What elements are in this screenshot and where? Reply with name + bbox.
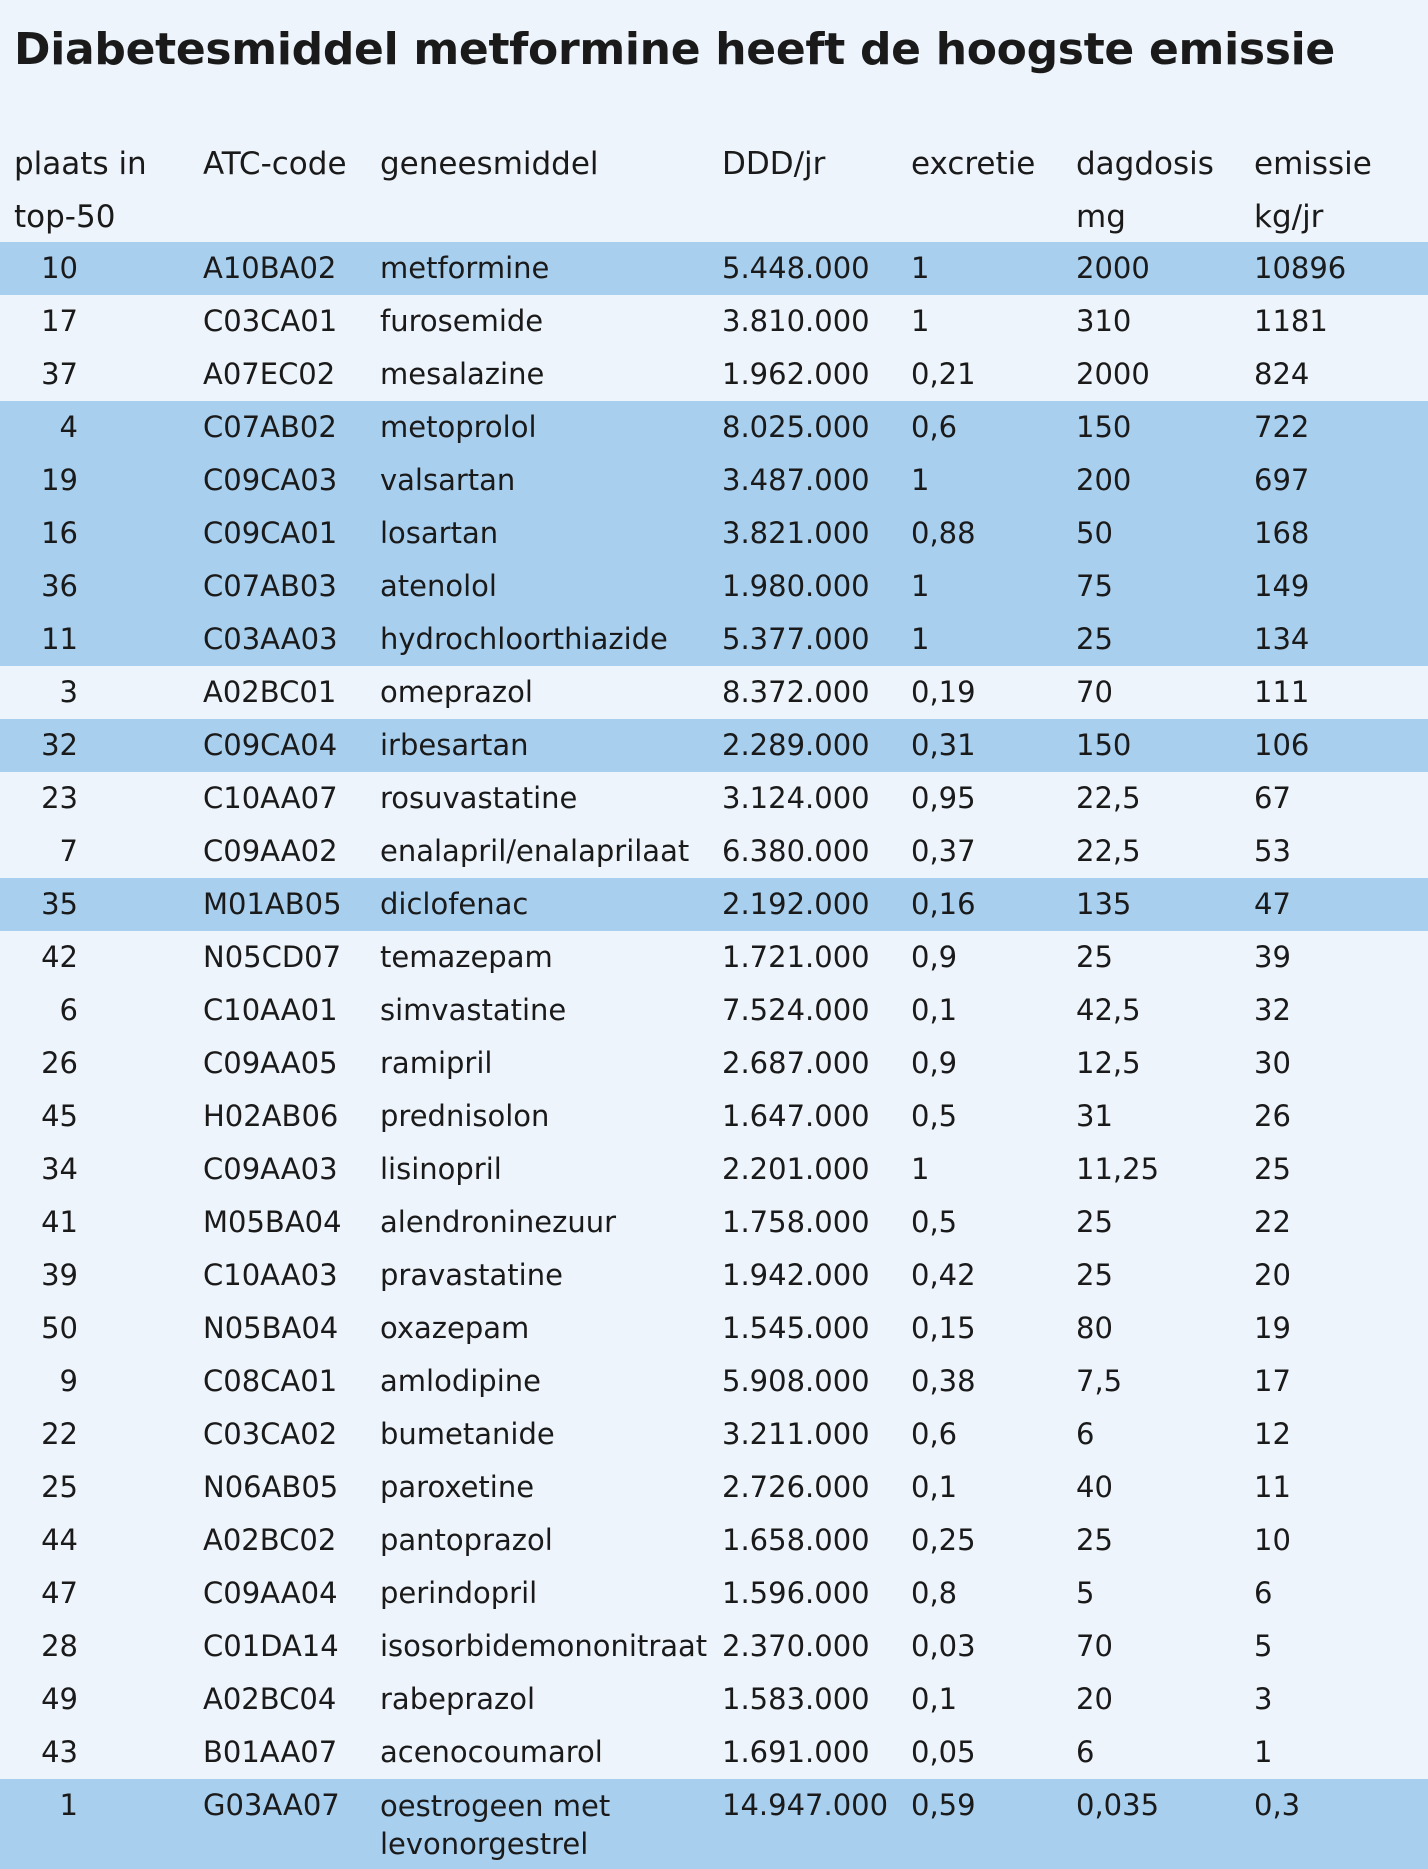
header-dose: dagdosis mg: [1076, 146, 1214, 235]
cell-excretion: 0,59: [911, 1788, 976, 1822]
cell-drug: diclofenac: [380, 887, 529, 921]
cell-drug: paroxetine: [380, 1470, 535, 1504]
cell-excretion: 0,15: [911, 1311, 976, 1345]
cell-dose: 20: [1076, 1682, 1113, 1716]
cell-drug: simvastatine: [380, 993, 567, 1027]
cell-rank: 50: [41, 1311, 78, 1345]
table-row: [0, 560, 1428, 613]
cell-rank: 36: [41, 569, 78, 603]
table-row: [0, 825, 1428, 878]
table-row: [0, 1090, 1428, 1143]
cell-rank: 11: [41, 622, 78, 656]
cell-atc: N05CD07: [203, 940, 342, 974]
table-row: [0, 348, 1428, 401]
header-excretion: excretie: [911, 146, 1036, 182]
table-row: [0, 507, 1428, 560]
cell-drug: atenolol: [380, 569, 497, 603]
cell-atc: C09CA03: [203, 463, 338, 497]
cell-atc: C09AA05: [203, 1046, 338, 1080]
cell-dose: 25: [1076, 1205, 1113, 1239]
cell-rank: 6: [59, 993, 78, 1027]
cell-dose: 22,5: [1076, 834, 1141, 868]
table-row: [0, 1620, 1428, 1673]
cell-drug: rosuvastatine: [380, 781, 578, 815]
cell-drug: pantoprazol: [380, 1523, 553, 1557]
cell-excretion: 0,6: [911, 1417, 958, 1451]
cell-dose: 25: [1076, 1523, 1113, 1557]
cell-excretion: 0,6: [911, 410, 958, 444]
cell-rank: 39: [41, 1258, 78, 1292]
cell-drug: enalapril/enalaprilaat: [380, 834, 690, 868]
cell-atc: C10AA07: [203, 781, 338, 815]
cell-atc: C03CA02: [203, 1417, 338, 1451]
table-row: [0, 984, 1428, 1037]
cell-ddd: 1.758.000: [722, 1205, 870, 1239]
table-row: [0, 1726, 1428, 1779]
cell-atc: C08CA01: [203, 1364, 338, 1398]
cell-dose: 6: [1076, 1417, 1095, 1451]
cell-dose: 2000: [1076, 357, 1150, 391]
table-row: [0, 1514, 1428, 1567]
cell-excretion: 0,1: [911, 1470, 958, 1504]
cell-atc: C10AA03: [203, 1258, 338, 1292]
cell-atc: A02BC04: [203, 1682, 337, 1716]
cell-dose: 25: [1076, 622, 1113, 656]
cell-rank: 37: [41, 357, 78, 391]
cell-atc: C03CA01: [203, 304, 338, 338]
cell-atc: C10AA01: [203, 993, 338, 1027]
cell-excretion: 0,1: [911, 993, 958, 1027]
cell-dose: 150: [1076, 728, 1132, 762]
cell-excretion: 0,88: [911, 516, 976, 550]
cell-atc: C09CA04: [203, 728, 338, 762]
cell-drug: ramipril: [380, 1046, 493, 1080]
cell-rank: 41: [41, 1205, 78, 1239]
cell-atc: A02BC02: [203, 1523, 337, 1557]
cell-emission: 25: [1254, 1152, 1291, 1186]
cell-atc: C09AA03: [203, 1152, 338, 1186]
cell-excretion: 0,25: [911, 1523, 976, 1557]
cell-ddd: 6.380.000: [722, 834, 870, 868]
cell-emission: 32: [1254, 993, 1291, 1027]
cell-excretion: 0,1: [911, 1682, 958, 1716]
table-row: [0, 772, 1428, 825]
cell-rank: 44: [41, 1523, 78, 1557]
cell-drug: valsartan: [380, 463, 516, 497]
table-row: [0, 1408, 1428, 1461]
cell-atc: B01AA07: [203, 1735, 338, 1769]
cell-ddd: 1.647.000: [722, 1099, 870, 1133]
table-row: [0, 666, 1428, 719]
cell-drug: acenocoumarol: [380, 1735, 603, 1769]
cell-atc: G03AA07: [203, 1788, 340, 1822]
table-row: [0, 454, 1428, 507]
cell-emission: 168: [1254, 516, 1310, 550]
cell-excretion: 0,9: [911, 940, 958, 974]
cell-rank: 28: [41, 1629, 78, 1663]
cell-drug: lisinopril: [380, 1152, 502, 1186]
cell-drug: pravastatine: [380, 1258, 563, 1292]
cell-dose: 70: [1076, 675, 1113, 709]
header-rank: plaats in top-50: [14, 146, 147, 235]
cell-drug: mesalazine: [380, 357, 545, 391]
cell-emission: 39: [1254, 940, 1291, 974]
cell-ddd: 3.124.000: [722, 781, 870, 815]
cell-excretion: 1: [911, 1152, 930, 1186]
cell-drug: irbesartan: [380, 728, 529, 762]
cell-emission: 5: [1254, 1629, 1273, 1663]
cell-drug: oxazepam: [380, 1311, 530, 1345]
cell-emission: 697: [1254, 463, 1310, 497]
cell-atc: C09AA04: [203, 1576, 338, 1610]
cell-emission: 67: [1254, 781, 1291, 815]
cell-drug: metoprolol: [380, 410, 537, 444]
cell-atc: H02AB06: [203, 1099, 339, 1133]
cell-drug: metformine: [380, 251, 550, 285]
cell-atc: A10BA02: [203, 251, 337, 285]
cell-dose: 7,5: [1076, 1364, 1123, 1398]
cell-drug: perindopril: [380, 1576, 538, 1610]
header-atc: ATC-code: [203, 146, 347, 182]
cell-emission: 17: [1254, 1364, 1291, 1398]
cell-emission: 10: [1254, 1523, 1291, 1557]
cell-atc: C01DA14: [203, 1629, 339, 1663]
cell-excretion: 1: [911, 622, 930, 656]
cell-excretion: 0,5: [911, 1099, 958, 1133]
cell-emission: 26: [1254, 1099, 1291, 1133]
cell-rank: 9: [59, 1364, 78, 1398]
cell-rank: 45: [41, 1099, 78, 1133]
cell-emission: 22: [1254, 1205, 1291, 1239]
cell-ddd: 2.201.000: [722, 1152, 870, 1186]
table-row: [0, 878, 1428, 931]
cell-excretion: 1: [911, 304, 930, 338]
cell-drug: bumetanide: [380, 1417, 555, 1451]
cell-ddd: 2.289.000: [722, 728, 870, 762]
cell-excretion: 0,95: [911, 781, 976, 815]
cell-rank: 16: [41, 516, 78, 550]
cell-ddd: 1.980.000: [722, 569, 870, 603]
cell-rank: 43: [41, 1735, 78, 1769]
cell-dose: 42,5: [1076, 993, 1141, 1027]
cell-dose: 135: [1076, 887, 1132, 921]
cell-dose: 12,5: [1076, 1046, 1141, 1080]
cell-rank: 17: [41, 304, 78, 338]
cell-dose: 70: [1076, 1629, 1113, 1663]
cell-atc: A07EC02: [203, 357, 336, 391]
cell-emission: 1: [1254, 1735, 1273, 1769]
cell-rank: 26: [41, 1046, 78, 1080]
table-title: Diabetesmiddel metformine heeft de hoogste emissie: [14, 24, 1335, 75]
table-row: [0, 1196, 1428, 1249]
cell-dose: 40: [1076, 1470, 1113, 1504]
cell-dose: 5: [1076, 1576, 1095, 1610]
cell-ddd: 1.942.000: [722, 1258, 870, 1292]
cell-drug: alendroninezuur: [380, 1205, 617, 1239]
cell-dose: 0,035: [1076, 1788, 1160, 1822]
cell-emission: 19: [1254, 1311, 1291, 1345]
cell-atc: A02BC01: [203, 675, 337, 709]
cell-emission: 0,3: [1254, 1788, 1301, 1822]
header-emission: emissie kg/jr: [1254, 146, 1372, 235]
cell-rank: 3: [59, 675, 78, 709]
cell-excretion: 0,9: [911, 1046, 958, 1080]
table-row: [0, 931, 1428, 984]
cell-rank: 19: [41, 463, 78, 497]
cell-rank: 1: [59, 1788, 78, 1822]
header-ddd: DDD/jr: [722, 146, 826, 182]
cell-emission: 10896: [1254, 251, 1347, 285]
cell-ddd: 1.583.000: [722, 1682, 870, 1716]
cell-emission: 149: [1254, 569, 1310, 603]
cell-emission: 12: [1254, 1417, 1291, 1451]
cell-emission: 106: [1254, 728, 1310, 762]
cell-ddd: 3.211.000: [722, 1417, 870, 1451]
cell-rank: 4: [59, 410, 78, 444]
cell-rank: 49: [41, 1682, 78, 1716]
cell-excretion: 0,38: [911, 1364, 976, 1398]
cell-dose: 25: [1076, 940, 1113, 974]
table-row: [0, 1143, 1428, 1196]
table-row: [0, 295, 1428, 348]
cell-rank: 34: [41, 1152, 78, 1186]
cell-dose: 22,5: [1076, 781, 1141, 815]
cell-excretion: 1: [911, 463, 930, 497]
cell-ddd: 3.810.000: [722, 304, 870, 338]
table-row: [0, 1779, 1428, 1869]
cell-dose: 80: [1076, 1311, 1113, 1345]
cell-ddd: 1.596.000: [722, 1576, 870, 1610]
cell-ddd: 1.545.000: [722, 1311, 870, 1345]
cell-excretion: 1: [911, 569, 930, 603]
cell-ddd: 14.947.000: [722, 1788, 889, 1822]
cell-dose: 6: [1076, 1735, 1095, 1769]
cell-ddd: 8.025.000: [722, 410, 870, 444]
table-row: [0, 1302, 1428, 1355]
cell-drug: losartan: [380, 516, 499, 550]
cell-drug: rabeprazol: [380, 1682, 536, 1716]
table-row: [0, 242, 1428, 295]
cell-atc: C09AA02: [203, 834, 338, 868]
table-row: [0, 1673, 1428, 1726]
cell-atc: C07AB02: [203, 410, 337, 444]
cell-rank: 35: [41, 887, 78, 921]
cell-dose: 25: [1076, 1258, 1113, 1292]
cell-dose: 75: [1076, 569, 1113, 603]
cell-drug: omeprazol: [380, 675, 533, 709]
table-row: [0, 401, 1428, 454]
cell-emission: 20: [1254, 1258, 1291, 1292]
cell-emission: 134: [1254, 622, 1310, 656]
table-row: [0, 719, 1428, 772]
cell-dose: 2000: [1076, 251, 1150, 285]
cell-emission: 47: [1254, 887, 1291, 921]
cell-atc: C03AA03: [203, 622, 338, 656]
table-row: [0, 613, 1428, 666]
cell-excretion: 0,19: [911, 675, 976, 709]
cell-ddd: 3.821.000: [722, 516, 870, 550]
cell-drug: temazepam: [380, 940, 553, 974]
cell-dose: 31: [1076, 1099, 1113, 1133]
cell-atc: N06AB05: [203, 1470, 339, 1504]
cell-ddd: 1.962.000: [722, 357, 870, 391]
table-row: [0, 1355, 1428, 1408]
cell-dose: 50: [1076, 516, 1113, 550]
cell-rank: 7: [59, 834, 78, 868]
cell-emission: 30: [1254, 1046, 1291, 1080]
cell-atc: C09CA01: [203, 516, 338, 550]
cell-rank: 32: [41, 728, 78, 762]
cell-dose: 310: [1076, 304, 1132, 338]
cell-atc: N05BA04: [203, 1311, 339, 1345]
cell-excretion: 0,05: [911, 1735, 976, 1769]
cell-emission: 824: [1254, 357, 1310, 391]
cell-drug: prednisolon: [380, 1099, 550, 1133]
cell-ddd: 1.658.000: [722, 1523, 870, 1557]
cell-ddd: 2.687.000: [722, 1046, 870, 1080]
header-drug: geneesmiddel: [380, 146, 599, 182]
cell-rank: 10: [41, 251, 78, 285]
cell-atc: C07AB03: [203, 569, 337, 603]
cell-excretion: 0,42: [911, 1258, 976, 1292]
cell-emission: 3: [1254, 1682, 1273, 1716]
cell-rank: 47: [41, 1576, 78, 1610]
cell-atc: M05BA04: [203, 1205, 342, 1239]
table-row: [0, 1461, 1428, 1514]
cell-emission: 1181: [1254, 304, 1328, 338]
cell-excretion: 0,16: [911, 887, 976, 921]
cell-rank: 23: [41, 781, 78, 815]
cell-drug: amlodipine: [380, 1364, 541, 1398]
cell-emission: 11: [1254, 1470, 1291, 1504]
cell-emission: 53: [1254, 834, 1291, 868]
table-row: [0, 1567, 1428, 1620]
cell-ddd: 7.524.000: [722, 993, 870, 1027]
cell-excretion: 0,31: [911, 728, 976, 762]
cell-ddd: 5.377.000: [722, 622, 870, 656]
cell-ddd: 3.487.000: [722, 463, 870, 497]
cell-emission: 111: [1254, 675, 1310, 709]
cell-atc: M01AB05: [203, 887, 342, 921]
cell-emission: 6: [1254, 1576, 1273, 1610]
cell-rank: 22: [41, 1417, 78, 1451]
cell-excretion: 0,03: [911, 1629, 976, 1663]
cell-drug: oestrogeen met levonorgestrel: [380, 1789, 611, 1861]
cell-dose: 150: [1076, 410, 1132, 444]
cell-rank: 42: [41, 940, 78, 974]
cell-drug: furosemide: [380, 304, 544, 338]
cell-excretion: 0,8: [911, 1576, 958, 1610]
cell-emission: 722: [1254, 410, 1310, 444]
cell-excretion: 0,37: [911, 834, 976, 868]
cell-ddd: 8.372.000: [722, 675, 870, 709]
cell-dose: 200: [1076, 463, 1132, 497]
cell-ddd: 5.448.000: [722, 251, 870, 285]
cell-excretion: 1: [911, 251, 930, 285]
cell-drug: hydrochloorthiazide: [380, 622, 668, 656]
cell-ddd: 1.691.000: [722, 1735, 870, 1769]
cell-ddd: 2.370.000: [722, 1629, 870, 1663]
cell-ddd: 2.192.000: [722, 887, 870, 921]
cell-dose: 11,25: [1076, 1152, 1160, 1186]
cell-ddd: 2.726.000: [722, 1470, 870, 1504]
cell-ddd: 5.908.000: [722, 1364, 870, 1398]
cell-excretion: 0,21: [911, 357, 976, 391]
cell-ddd: 1.721.000: [722, 940, 870, 974]
cell-excretion: 0,5: [911, 1205, 958, 1239]
table-row: [0, 1037, 1428, 1090]
table-row: [0, 1249, 1428, 1302]
cell-rank: 25: [41, 1470, 78, 1504]
cell-drug: isosorbidemononitraat: [380, 1629, 708, 1663]
